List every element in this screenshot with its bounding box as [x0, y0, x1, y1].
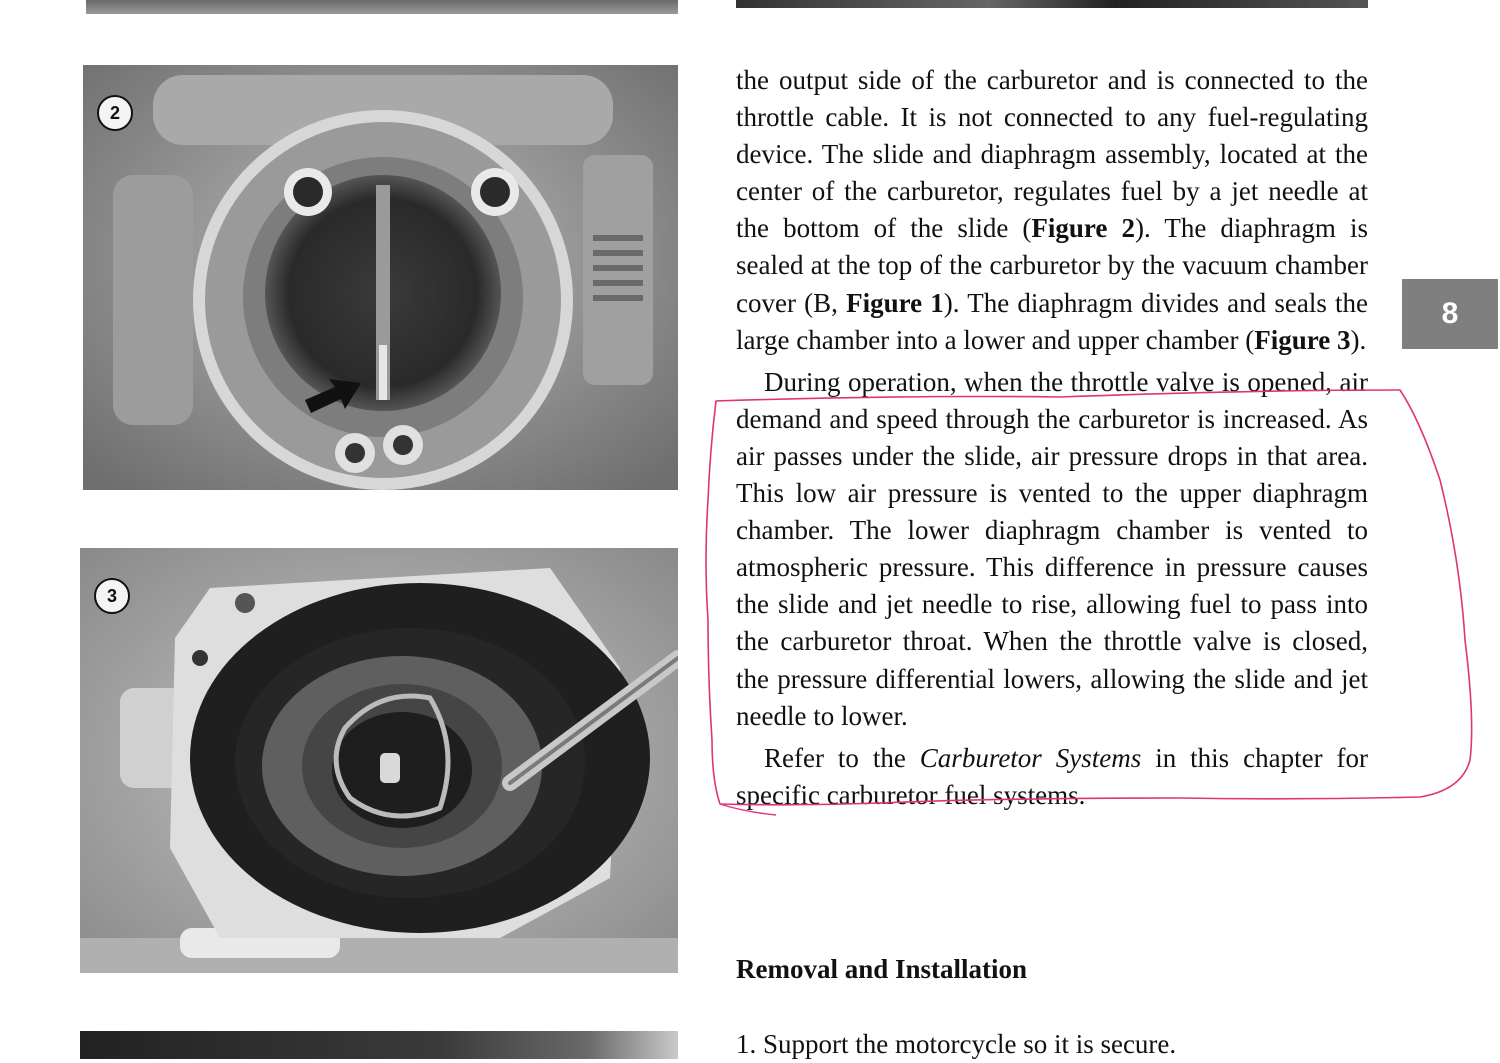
figure-2-reference: Figure 2	[1031, 213, 1136, 244]
figure-3-photo	[80, 548, 678, 973]
section-heading-removal-installation: Removal and Installation	[736, 954, 1028, 984]
paragraph-1-text-b: ). The diaphragm is sealed at the top of the carburetor by the vacuum chamber cover (B,	[736, 213, 1368, 318]
figure-1-reference: Figure 1	[846, 287, 944, 318]
paragraph-during-operation: During operation, when the throttle valve is opened, air demand and speed through the carburetor is increased. As air passes under the slide, air pressure drops in that area. This low air pressure is vented to the upper diaphragm chamber. The lower diaphragm chamber is vented to atmospheric pressure. This difference in pressure causes the slide and jet needle to rise, allowing fuel to pass into the carburetor throat. When the throttle valve is closed, the pressure differential lowers, allowing the slide and jet needle to lower.	[736, 366, 1368, 731]
paragraph-1-text-c: ). The diaphragm divides and seals the large chamber into a lower and upper chamber (	[736, 287, 1368, 355]
paragraph-3-text-a: Refer to the	[764, 742, 920, 773]
figure-2-photo	[83, 65, 678, 490]
carburetor-systems-reference: Carburetor Systems	[919, 742, 1142, 773]
step-1-support-motorcycle: 1. Support the motorcycle so it is secure.	[736, 1029, 1177, 1059]
figure-3-reference: Figure 3	[1254, 324, 1351, 355]
photo-fragment-top-left	[86, 0, 678, 14]
figure-3-diaphragm-image	[80, 548, 678, 973]
paragraph-slide-diaphragm	[736, 62, 1368, 359]
figure-4-photo-fragment	[80, 1031, 678, 1059]
paragraph-1-text: the output side of the carburetor and is connected to the throttle cable. It is not connected to any fuel-regulating device. The slide and diaphragm assembly, located at the center of the carburetor, regulates fuel by a jet needle at the bottom of the slide (	[736, 65, 1368, 244]
figure-3-badge: 3	[94, 578, 130, 614]
body-text-column	[736, 62, 1368, 814]
chapter-number-tab: 8	[1402, 279, 1498, 349]
paragraph-1-text-d: ).	[1350, 324, 1367, 355]
paragraph-3-text-b: in this chapter for specific carburetor fuel systems.	[736, 742, 1368, 810]
photo-fragment-top-right	[736, 0, 1368, 8]
paragraph-refer-to	[736, 740, 1368, 814]
figure-2-carburetor-image	[83, 65, 678, 490]
figure-2-badge: 2	[97, 95, 133, 131]
